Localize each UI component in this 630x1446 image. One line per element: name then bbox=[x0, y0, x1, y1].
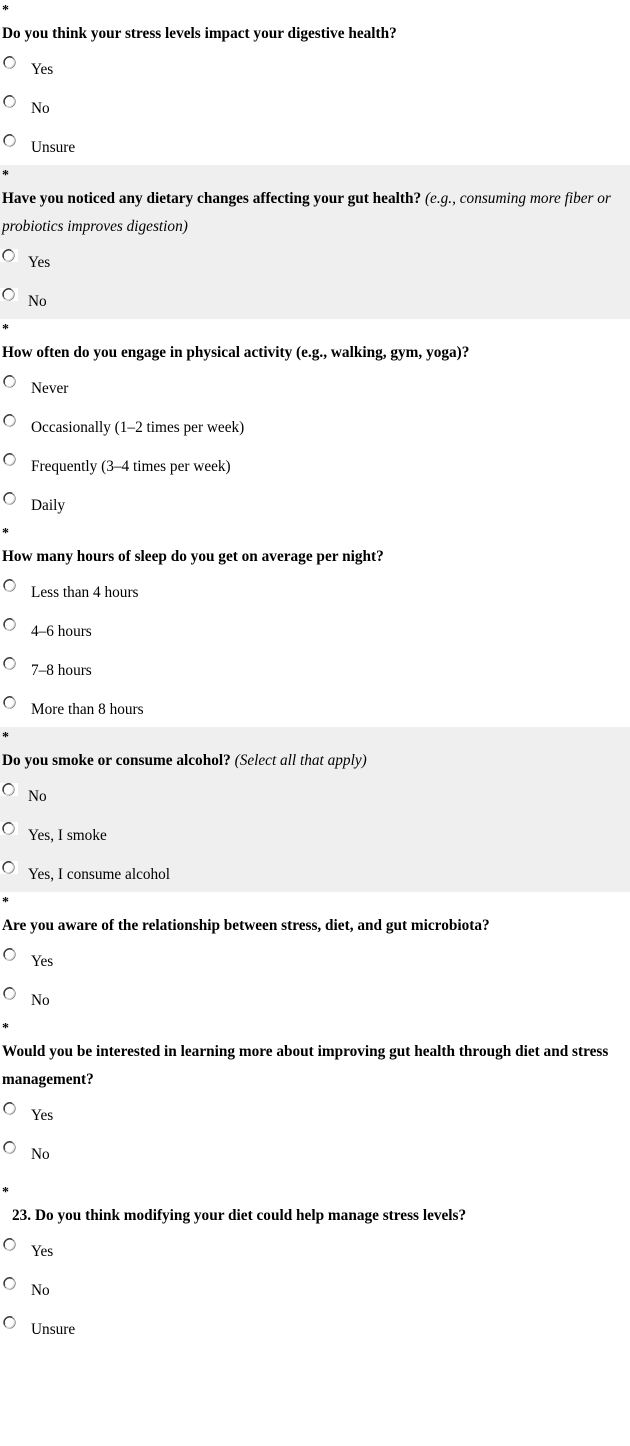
option-label[interactable]: 7–8 hours bbox=[31, 662, 92, 679]
question-block bbox=[0, 892, 630, 1018]
option-row[interactable] bbox=[0, 1308, 630, 1347]
question-title bbox=[0, 747, 630, 775]
required-marker: * bbox=[2, 1021, 9, 1036]
option-row[interactable] bbox=[0, 775, 630, 814]
option-row[interactable] bbox=[0, 126, 630, 165]
question-hint: (Select all that apply) bbox=[234, 752, 367, 769]
option-row[interactable] bbox=[0, 87, 630, 126]
option-row[interactable] bbox=[0, 610, 630, 649]
option-row[interactable] bbox=[0, 814, 630, 853]
radio-unselected-icon[interactable] bbox=[3, 987, 16, 1000]
option-row[interactable] bbox=[0, 853, 630, 892]
option-label[interactable]: No bbox=[31, 100, 50, 117]
option-label[interactable]: Less than 4 hours bbox=[31, 584, 139, 601]
option-label[interactable]: Never bbox=[31, 380, 69, 397]
option-label[interactable]: Yes bbox=[31, 1243, 54, 1260]
option-list bbox=[0, 48, 630, 165]
option-label[interactable]: Occasionally (1–2 times per week) bbox=[31, 419, 245, 436]
radio-unselected-icon[interactable] bbox=[0, 822, 18, 835]
option-label[interactable]: More than 8 hours bbox=[31, 701, 144, 718]
question-title bbox=[0, 912, 630, 940]
radio-unselected-icon[interactable] bbox=[3, 1102, 16, 1115]
option-label[interactable]: No bbox=[31, 1282, 50, 1299]
radio-unselected-icon[interactable] bbox=[3, 948, 16, 961]
radio-unselected-icon[interactable] bbox=[3, 1141, 16, 1154]
radio-unselected-icon[interactable] bbox=[0, 861, 18, 874]
option-label[interactable]: No bbox=[31, 1146, 50, 1163]
radio-unselected-icon[interactable] bbox=[3, 1238, 16, 1251]
question-text: Do you smoke or consume alcohol? bbox=[2, 752, 231, 769]
question-block bbox=[0, 319, 630, 523]
required-marker: * bbox=[2, 168, 9, 183]
required-marker: * bbox=[2, 1185, 9, 1200]
question-title bbox=[0, 1202, 630, 1230]
question-number: 23. bbox=[12, 1207, 35, 1224]
option-row[interactable] bbox=[0, 979, 630, 1018]
question-block bbox=[0, 727, 630, 892]
option-label[interactable]: Unsure bbox=[31, 1321, 76, 1338]
question-block bbox=[0, 523, 630, 727]
option-row[interactable] bbox=[0, 367, 630, 406]
option-row[interactable] bbox=[0, 280, 630, 319]
question-text: How many hours of sleep do you get on average per night? bbox=[2, 548, 384, 565]
radio-unselected-icon[interactable] bbox=[0, 783, 18, 796]
option-list bbox=[0, 367, 630, 523]
option-label[interactable]: Yes, I consume alcohol bbox=[28, 866, 171, 883]
question-text: Do you think your stress levels impact your digestive health? bbox=[2, 25, 397, 42]
option-label[interactable]: No bbox=[28, 788, 47, 805]
option-row[interactable] bbox=[0, 1269, 630, 1308]
radio-unselected-icon[interactable] bbox=[3, 375, 16, 388]
question-title bbox=[0, 339, 630, 367]
radio-unselected-icon[interactable] bbox=[0, 288, 18, 301]
option-list bbox=[0, 940, 630, 1018]
radio-unselected-icon[interactable] bbox=[3, 414, 16, 427]
option-list bbox=[0, 571, 630, 727]
required-marker: * bbox=[2, 3, 9, 18]
question-text: How often do you engage in physical activity (e.g., walking, gym, yoga)? bbox=[2, 344, 470, 361]
option-row[interactable] bbox=[0, 688, 630, 727]
option-row[interactable] bbox=[0, 940, 630, 979]
question-text: Have you noticed any dietary changes affecting your gut health? bbox=[2, 190, 422, 207]
option-row[interactable] bbox=[0, 241, 630, 280]
question-block bbox=[0, 1182, 630, 1347]
radio-unselected-icon[interactable] bbox=[3, 56, 16, 69]
option-row[interactable] bbox=[0, 1230, 630, 1269]
option-list bbox=[0, 1230, 630, 1347]
option-label[interactable]: Yes bbox=[31, 1107, 54, 1124]
option-row[interactable] bbox=[0, 406, 630, 445]
radio-unselected-icon[interactable] bbox=[3, 618, 16, 631]
question-text: Are you aware of the relationship between stress, diet, and gut microbiota? bbox=[2, 917, 490, 934]
question-title bbox=[0, 1038, 630, 1094]
spacer bbox=[0, 1172, 630, 1182]
option-label[interactable]: No bbox=[28, 293, 47, 310]
option-row[interactable] bbox=[0, 1094, 630, 1133]
required-marker: * bbox=[2, 526, 9, 541]
option-list bbox=[0, 241, 630, 319]
option-row[interactable] bbox=[0, 484, 630, 523]
option-label[interactable]: Yes, I smoke bbox=[28, 827, 107, 844]
option-label[interactable]: Unsure bbox=[31, 139, 76, 156]
required-marker: * bbox=[2, 730, 9, 745]
question-text: Do you think modifying your diet could help manage stress levels? bbox=[34, 1207, 467, 1224]
radio-unselected-icon[interactable] bbox=[3, 492, 16, 505]
option-label[interactable]: Yes bbox=[28, 254, 51, 271]
option-label[interactable]: Daily bbox=[31, 497, 65, 514]
radio-unselected-icon[interactable] bbox=[3, 453, 16, 466]
option-label[interactable]: 4–6 hours bbox=[31, 623, 92, 640]
question-block bbox=[0, 1018, 630, 1172]
question-title bbox=[0, 20, 630, 48]
option-row[interactable] bbox=[0, 48, 630, 87]
question-title bbox=[0, 543, 630, 571]
required-marker: * bbox=[2, 322, 9, 337]
radio-unselected-icon[interactable] bbox=[3, 696, 16, 709]
radio-unselected-icon[interactable] bbox=[3, 134, 16, 147]
radio-unselected-icon[interactable] bbox=[3, 657, 16, 670]
question-hint: (e.g., consuming more fiber or probiotics improves digestion) bbox=[2, 190, 611, 235]
option-label[interactable]: Frequently (3–4 times per week) bbox=[31, 458, 231, 475]
question-text: Would you be interested in learning more about improving gut health through diet and stress management? bbox=[2, 1043, 609, 1088]
option-label[interactable]: No bbox=[31, 992, 50, 1009]
radio-unselected-icon[interactable] bbox=[3, 1277, 16, 1290]
option-row[interactable] bbox=[0, 445, 630, 484]
option-list bbox=[0, 1094, 630, 1172]
option-label[interactable]: Yes bbox=[31, 61, 54, 78]
radio-unselected-icon[interactable] bbox=[3, 579, 16, 592]
required-marker: * bbox=[2, 895, 9, 910]
question-title bbox=[0, 185, 630, 241]
radio-unselected-icon[interactable] bbox=[0, 249, 18, 262]
option-row[interactable] bbox=[0, 649, 630, 688]
radio-unselected-icon[interactable] bbox=[3, 95, 16, 108]
question-block bbox=[0, 165, 630, 319]
radio-unselected-icon[interactable] bbox=[3, 1316, 16, 1329]
option-row[interactable] bbox=[0, 571, 630, 610]
option-row[interactable] bbox=[0, 1133, 630, 1172]
option-list bbox=[0, 775, 630, 892]
option-label[interactable]: Yes bbox=[31, 953, 54, 970]
question-block bbox=[0, 0, 630, 165]
